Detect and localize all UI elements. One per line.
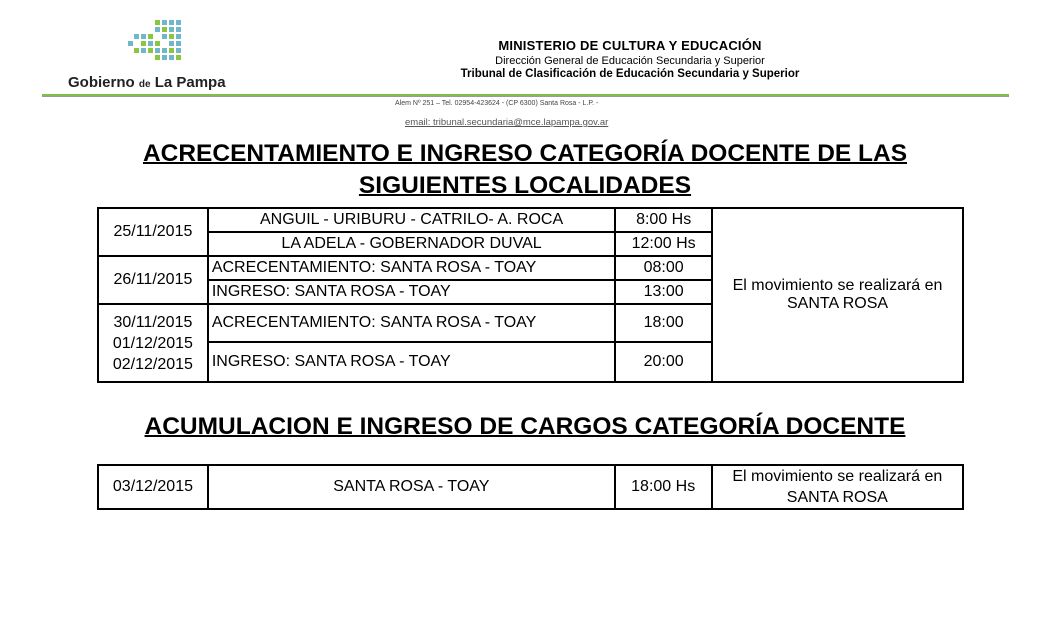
place-cell: ANGUIL - URIBURU - CATRILO- A. ROCA — [208, 208, 615, 232]
section2-title: ACUMULACION E INGRESO DE CARGOS CATEGORÍA DOCENTE — [144, 413, 906, 440]
place-cell: SANTA ROSA - TOAY — [208, 465, 615, 509]
time-cell: 12:00 Hs — [615, 232, 712, 256]
place-cell: LA ADELA - GOBERNADOR DUVAL — [208, 232, 615, 256]
movement-note: El movimiento se realizará en SANTA ROSA — [732, 468, 943, 506]
date-cell-multi — [98, 304, 208, 382]
date-line: 30/11/2015 — [113, 313, 193, 331]
time-cell: 13:00 — [615, 280, 712, 304]
date-cell: 26/11/2015 — [98, 256, 208, 304]
time-cell: 8:00 Hs — [615, 208, 712, 232]
section1-title-line1: ACRECENTAMIENTO E INGRESO CATEGORÍA DOCENTE DE LAS — [142, 140, 908, 167]
note-cell — [712, 465, 963, 509]
header-divider-grey — [42, 96, 1009, 97]
date-line: 01/12/2015 — [112, 334, 193, 352]
logo-text-gobierno: Gobierno — [68, 74, 135, 91]
section1-title-line2: SIGUIENTES LOCALIDADES — [358, 172, 692, 199]
email-link[interactable]: email: tribunal.secundaria@mce.lapampa.gov.ar — [405, 117, 609, 128]
date-cell: 25/11/2015 — [98, 208, 208, 256]
logo-text-la-pampa: La Pampa — [154, 74, 226, 91]
note-cell — [712, 208, 963, 382]
ministry-name: MINISTERIO DE CULTURA Y EDUCACIÓN — [498, 38, 762, 53]
schedule-table-1 — [97, 207, 964, 383]
schedule-table-2 — [97, 464, 964, 510]
movement-note: El movimiento se realizará en SANTA ROSA — [732, 277, 943, 312]
place-cell: INGRESO: SANTA ROSA - TOAY — [208, 280, 615, 304]
time-cell: 18:00 Hs — [615, 465, 712, 509]
place-cell: ACRECENTAMIENTO: SANTA ROSA - TOAY — [208, 304, 615, 342]
tribunal-name: Tribunal de Clasificación de Educación Secundaria y Superior — [460, 68, 800, 80]
table-row — [98, 465, 963, 509]
gobierno-la-pampa-logo — [68, 18, 258, 98]
time-cell: 20:00 — [615, 342, 712, 382]
direction-name: Dirección General de Educación Secundaria y Superior — [495, 55, 765, 67]
address-line: Alem Nº 251 – Tel. 02954-423624 - (CP 6300) Santa Rosa - L.P. - — [395, 100, 599, 107]
place-cell: INGRESO: SANTA ROSA - TOAY — [208, 342, 615, 382]
table-row — [98, 208, 963, 232]
place-cell: ACRECENTAMIENTO: SANTA ROSA - TOAY — [208, 256, 615, 280]
time-cell: 18:00 — [615, 304, 712, 342]
logo-text — [68, 74, 226, 91]
time-cell: 08:00 — [615, 256, 712, 280]
date-cell: 03/12/2015 — [98, 465, 208, 509]
date-line: 02/12/2015 — [112, 355, 193, 373]
logo-grid-icon — [128, 18, 190, 68]
logo-text-de: de — [138, 79, 151, 90]
letterhead — [400, 38, 860, 80]
